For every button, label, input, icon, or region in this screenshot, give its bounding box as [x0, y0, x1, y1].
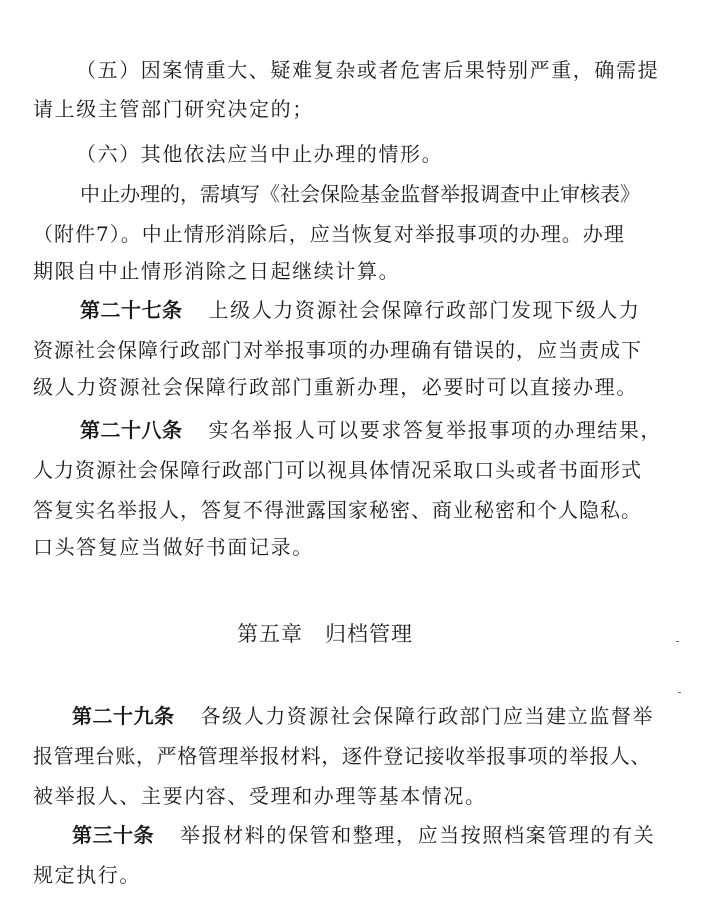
article-28-line-3: 答复实名举报人，答复不得泄露国家秘密、商业秘密和个人隐私。 — [33, 498, 642, 522]
clause-5-line-2: 请上级主管部门研究决定的； — [33, 97, 314, 121]
article-30-heading: 第三十条 — [72, 823, 154, 847]
chapter-heading — [0, 620, 650, 648]
article-29-line-1 — [72, 702, 655, 730]
clause-6-line: （六）其他依法应当中止办理的情形。 — [76, 142, 444, 166]
article-29-heading: 第二十九条 — [72, 704, 175, 728]
article-27-text-1: 上级人力资源社会保障行政部门发现下级人力 — [208, 298, 641, 322]
article-29-text-1: 各级人力资源社会保障行政部门应当建立监督举 — [200, 704, 655, 728]
scan-speck — [678, 692, 681, 693]
article-28-line-1 — [80, 416, 663, 444]
article-30-line-1 — [72, 821, 656, 849]
article-27-heading: 第二十七条 — [80, 298, 183, 322]
article-27-line-2: 资源社会保障行政部门对举报事项的办理确有错误的，应当责成下 — [33, 338, 642, 362]
article-30-line-2: 规定执行。 — [33, 863, 141, 887]
article-29-line-3: 被举报人、主要内容、受理和办理等基本情况。 — [33, 784, 487, 808]
article-30-text-1: 举报材料的保管和整理，应当按照档案管理的有关 — [180, 823, 656, 847]
suspension-line-3: 期限自中止情形消除之日起继续计算。 — [33, 259, 401, 283]
article-27-line-3: 级人力资源社会保障行政部门重新办理，必要时可以直接办理。 — [33, 375, 638, 399]
article-28-line-2: 人力资源社会保障行政部门可以视具体情况采取口头或者书面形式 — [33, 458, 642, 482]
scan-speck — [676, 641, 679, 642]
chapter-number: 第五章 — [237, 622, 303, 646]
chapter-title: 归档管理 — [325, 622, 413, 646]
article-28-heading: 第二十八条 — [80, 418, 183, 442]
article-28-text-1: 实名举报人可以要求答复举报事项的办理结果， — [208, 418, 663, 442]
article-27-line-1 — [80, 296, 641, 324]
article-29-line-2: 报管理台账，严格管理举报材料，逐件登记接收举报事项的举报人、 — [33, 744, 651, 768]
clause-5-line-1: （五）因案情重大、疑难复杂或者危害后果特别严重，确需提 — [76, 58, 660, 82]
article-28-line-4: 口头答复应当做好书面记录。 — [33, 535, 314, 559]
suspension-line-1: 中止办理的，需填写《社会保险基金监督举报调查中止审核表》 — [80, 182, 640, 206]
suspension-line-2: （附件7）。中止情形消除后，应当恢复对举报事项的办理。办理 — [33, 222, 625, 246]
